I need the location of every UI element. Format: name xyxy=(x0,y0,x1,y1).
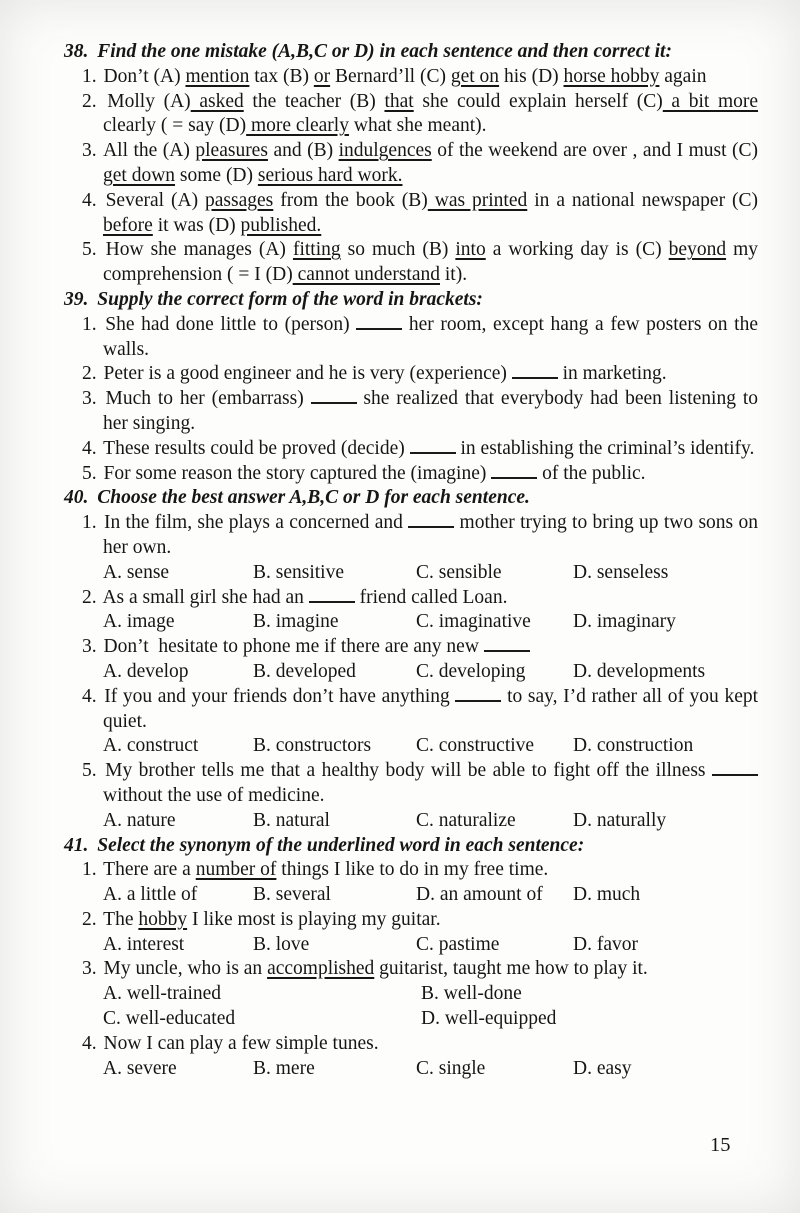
sentence-segment: of the public. xyxy=(537,462,646,484)
underlined-word: before xyxy=(103,214,153,236)
item-number: 4. xyxy=(82,685,97,707)
sentence-segment: she realized that everybody had been listening to her singing. xyxy=(103,388,758,434)
section-number: 41. xyxy=(64,834,89,856)
answer-blank xyxy=(512,374,558,379)
option-choice: B. developed xyxy=(253,660,356,682)
option-choice: A. sense xyxy=(103,561,170,583)
exercise-item xyxy=(82,635,758,660)
section-heading xyxy=(64,486,758,511)
option-choice: A. severe xyxy=(103,1057,177,1079)
exercise-item xyxy=(82,139,758,189)
sentence-segment: what she meant). xyxy=(348,115,487,137)
sentence-segment: All the (A) xyxy=(103,140,196,162)
option-row xyxy=(103,933,758,958)
option-choice: C. developing xyxy=(416,660,526,682)
underlined-word: fitting xyxy=(292,239,341,261)
sentence-segment: she could explain herself (C) xyxy=(413,90,663,112)
underlined-word: serious hard work. xyxy=(257,164,403,186)
item-number: 3. xyxy=(82,958,97,980)
option-choice: C. pastime xyxy=(416,933,500,955)
sentence-segment: My uncle, who is an xyxy=(103,958,268,980)
sentence-segment: clearly ( = say (D) xyxy=(103,115,247,137)
option-choice: B. imagine xyxy=(253,611,339,633)
page-number: 15 xyxy=(710,1134,731,1156)
underlined-word: pleasures xyxy=(195,140,268,162)
underlined-word: hobby xyxy=(138,908,188,930)
sentence-segment: How she manages (A) xyxy=(105,239,293,261)
section-heading xyxy=(64,288,758,313)
option-choice: B. mere xyxy=(253,1057,315,1079)
sentence-segment: Peter is a good engineer and he is very (experience) xyxy=(103,363,512,385)
sentence-segment: in marketing. xyxy=(557,363,667,385)
underlined-word: published. xyxy=(240,214,322,236)
exercise-item xyxy=(82,462,758,487)
exercise-item xyxy=(82,685,759,735)
answer-blank xyxy=(309,598,355,603)
item-number: 2. xyxy=(82,908,97,930)
section-title: Supply the correct form of the word in brackets: xyxy=(97,288,483,310)
sentence-segment: things I like to do in my free time. xyxy=(276,859,549,881)
sentence-segment: tax (B) xyxy=(249,65,314,87)
option-row xyxy=(103,561,758,586)
exercise-item xyxy=(82,908,758,933)
sentence-segment: in establishing the criminal’s identify. xyxy=(455,437,755,459)
option-choice: B. love xyxy=(253,933,310,955)
item-number: 2. xyxy=(82,586,97,608)
answer-blank xyxy=(410,449,456,454)
option-choice: C. sensible xyxy=(416,561,502,583)
sentence-segment: of the weekend are over , and I must (C) xyxy=(431,140,758,162)
exercise-item xyxy=(82,511,758,561)
item-number: 5. xyxy=(82,760,97,782)
option-choice: D. senseless xyxy=(573,561,669,583)
option-choice: D. developments xyxy=(573,660,706,682)
section-number: 40. xyxy=(64,487,89,509)
item-number: 3. xyxy=(82,388,97,410)
exercise-item xyxy=(82,957,758,982)
option-row xyxy=(103,734,758,759)
exercise-item xyxy=(82,189,759,239)
option-row xyxy=(103,1057,758,1082)
answer-blank xyxy=(491,474,537,479)
option-row xyxy=(103,660,758,685)
option-choice: C. naturalize xyxy=(416,809,516,831)
exercise-item xyxy=(82,238,759,288)
item-number: 4. xyxy=(82,189,97,211)
section-heading xyxy=(64,40,758,65)
exercise-item xyxy=(82,858,758,883)
sentence-segment: to say, I’d rather all of you kept quiet. xyxy=(103,685,759,732)
sentence-segment: from the book (B) xyxy=(273,189,428,211)
exercise-item xyxy=(82,759,758,809)
exercise-item xyxy=(82,90,759,140)
exercise-item xyxy=(82,1032,758,1057)
option-choice: A. interest xyxy=(103,933,185,955)
option-choice: B. several xyxy=(253,884,331,906)
sentence-segment: For some reason the story captured the (imagine) xyxy=(103,462,492,484)
underlined-word: was printed xyxy=(427,189,528,211)
sentence-segment: his (D) xyxy=(499,65,564,87)
option-choice: B. constructors xyxy=(253,735,372,757)
section-heading xyxy=(64,834,758,859)
section-number: 38. xyxy=(64,41,89,62)
underlined-word: number of xyxy=(195,859,277,881)
sentence-segment: She had done little to (person) xyxy=(105,313,357,335)
sentence-segment: some (D) xyxy=(175,164,258,186)
underlined-word: mention xyxy=(185,65,250,87)
underlined-word: a bit more xyxy=(662,90,759,112)
option-choice: D. imaginary xyxy=(573,611,676,633)
sentence-segment: Several (A) xyxy=(105,189,206,211)
sentence-segment: Bernard’ll (C) xyxy=(330,65,451,87)
option-choice: D. easy xyxy=(573,1057,632,1079)
option-row xyxy=(103,883,758,908)
sentence-segment: Molly (A) xyxy=(107,90,191,112)
sentence-segment: it). xyxy=(439,264,468,286)
sentence-segment: guitarist, taught me how to play it. xyxy=(374,958,648,980)
underlined-word: that xyxy=(384,90,414,112)
sentence-segment: her room, except hang a few posters on the walls. xyxy=(103,313,758,360)
sentence-segment: If you and your friends don’t have anything xyxy=(104,685,456,707)
underlined-word: more clearly xyxy=(246,115,349,137)
item-number: 2. xyxy=(82,90,97,112)
exercise-item xyxy=(82,313,758,363)
sentence-segment: Now I can play a few simple tunes. xyxy=(103,1032,379,1054)
item-number: 5. xyxy=(82,462,97,484)
exercise-item xyxy=(82,362,758,387)
underlined-word: into xyxy=(455,239,486,261)
section-number: 39. xyxy=(64,288,89,310)
sentence-segment: Much to her (embarrass) xyxy=(105,388,311,410)
underlined-word: cannot understand xyxy=(292,264,440,286)
sentence-segment: my comprehension ( = I (D) xyxy=(103,239,759,286)
option-choice: C. single xyxy=(416,1057,486,1079)
option-choice: B. well-done xyxy=(421,983,522,1005)
answer-blank xyxy=(408,523,454,528)
sentence-segment: As a small girl she had an xyxy=(102,586,309,608)
sentence-segment: Don’t hesitate to phone me if there are any new xyxy=(103,636,484,658)
sentence-segment: In the film, she plays a concerned and xyxy=(103,512,409,534)
option-choice: B. natural xyxy=(253,809,330,831)
underlined-word: get down xyxy=(103,164,176,186)
option-row xyxy=(103,809,758,834)
answer-blank xyxy=(484,647,530,652)
option-choice: C. imaginative xyxy=(416,611,531,633)
item-number: 3. xyxy=(82,636,97,658)
section-title: Find the one mistake (A,B,C or D) in each sentence and then correct it: xyxy=(97,41,672,62)
item-number: 2. xyxy=(82,363,97,385)
exercise-content xyxy=(64,40,758,1081)
option-row xyxy=(103,982,758,1032)
option-choice: A. image xyxy=(103,611,175,633)
underlined-word: beyond xyxy=(668,239,727,261)
item-number: 1. xyxy=(82,859,97,881)
underlined-word: passages xyxy=(205,189,274,211)
sentence-segment: My brother tells me that a healthy body will be able to fight off the illness xyxy=(105,760,712,782)
option-choice: A. a little of xyxy=(103,884,198,906)
option-choice: D. an amount of xyxy=(416,884,543,906)
option-choice: A. develop xyxy=(103,660,189,682)
sentence-segment: again xyxy=(659,65,707,87)
sentence-segment: friend called Loan. xyxy=(354,586,508,608)
answer-blank xyxy=(712,771,758,776)
exercise-item xyxy=(82,586,758,611)
item-number: 4. xyxy=(82,1032,97,1054)
sentence-segment: a working day is (C) xyxy=(485,239,669,261)
sentence-segment: without the use of medicine. xyxy=(103,784,325,806)
option-choice: B. sensitive xyxy=(253,561,344,583)
item-number: 1. xyxy=(82,512,97,534)
sentence-segment: The xyxy=(103,908,139,930)
item-number: 3. xyxy=(82,140,97,162)
section-title: Select the synonym of the underlined word in each sentence: xyxy=(97,834,585,856)
sentence-segment: the teacher (B) xyxy=(243,90,385,112)
sentence-segment: Don’t (A) xyxy=(103,65,186,87)
underlined-word: indulgences xyxy=(338,140,432,162)
exercise-item xyxy=(82,437,758,462)
underlined-word: asked xyxy=(190,90,244,112)
sentence-segment: mother trying to bring up two sons on her own. xyxy=(103,512,758,558)
underlined-word: accomplished xyxy=(267,958,375,980)
sentence-segment: There are a xyxy=(103,859,196,881)
option-choice: C. well-educated xyxy=(103,1008,236,1030)
option-choice: A. construct xyxy=(103,735,199,757)
item-number: 4. xyxy=(82,437,97,459)
sentence-segment: I like most is playing my guitar. xyxy=(187,908,441,930)
sentence-segment: so much (B) xyxy=(340,239,456,261)
section-title: Choose the best answer A,B,C or D for each sentence. xyxy=(97,487,530,509)
option-choice: D. construction xyxy=(573,735,694,757)
option-choice: D. favor xyxy=(573,933,638,955)
option-choice: A. well-trained xyxy=(103,983,222,1005)
answer-blank xyxy=(311,399,357,404)
underlined-word: or xyxy=(313,65,331,87)
answer-blank xyxy=(455,697,501,702)
option-choice: D. well-equipped xyxy=(421,1008,557,1030)
sentence-segment: These results could be proved (decide) xyxy=(103,437,410,459)
sentence-segment: it was (D) xyxy=(152,214,241,236)
item-number: 1. xyxy=(82,313,97,335)
option-choice: A. nature xyxy=(103,809,176,831)
option-choice: C. constructive xyxy=(416,735,535,757)
item-number: 1. xyxy=(82,65,97,87)
sentence-segment: and (B) xyxy=(267,140,339,162)
answer-blank xyxy=(356,325,402,330)
item-number: 5. xyxy=(82,239,97,261)
sentence-segment: in a national newspaper (C) xyxy=(527,189,759,211)
option-choice: D. much xyxy=(573,884,641,906)
exercise-item xyxy=(82,65,758,90)
underlined-word: horse hobby xyxy=(563,65,660,87)
option-row xyxy=(103,610,758,635)
exercise-item xyxy=(82,387,758,437)
underlined-word: get on xyxy=(450,65,500,87)
option-choice: D. naturally xyxy=(573,809,667,831)
